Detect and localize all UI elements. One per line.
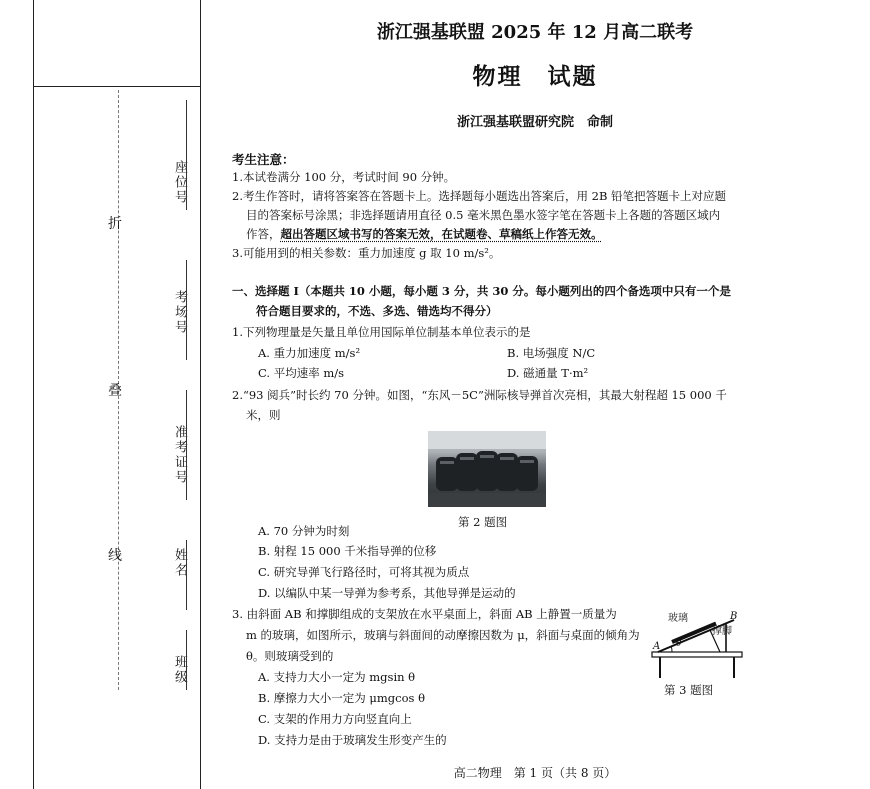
q2-stem-2: 米，则	[246, 408, 281, 422]
q3-label-theta: θ	[676, 639, 682, 649]
q3-option-b: B. 摩擦力大小一定为 μmgcos θ	[258, 691, 426, 705]
notice-line-1: 1.本试卷满分 100 分，考试时间 90 分钟。	[232, 170, 456, 184]
q3-stem-3: θ。则玻璃受到的	[246, 649, 334, 663]
q3-option-a: A. 支持力大小一定为 mgsin θ	[258, 670, 416, 684]
name-label: 姓名	[172, 548, 187, 578]
notice-line-5: 3.可能用到的相关参数：重力加速度 g 取 10 m/s²。	[232, 246, 501, 260]
class-label: 班级	[172, 655, 187, 685]
q2-caption: 第 2 题图	[458, 515, 508, 529]
q3-option-d: D. 支持力是由于玻璃发生形变产生的	[258, 733, 447, 747]
exam-title: 浙江强基联盟 2025 年 12 月高二联考	[376, 22, 694, 43]
q1-option-d: D. 磁通量 T·m²	[507, 366, 589, 380]
q3-caption: 第 3 题图	[664, 683, 714, 697]
author-line: 浙江强基联盟研究院 命制	[456, 115, 613, 130]
subject-title: 物理 试题	[472, 63, 598, 90]
exam-room-label: 考场号	[172, 290, 187, 335]
margin-border-left	[33, 0, 34, 789]
seat-number-field	[186, 100, 187, 210]
fold-char-2: 叠	[108, 383, 122, 399]
seat-number-label: 座位号	[172, 160, 187, 205]
notice-line-4	[246, 228, 603, 242]
notice-line-4-text: 作答，	[246, 227, 281, 241]
section-heading-1: 一、选择题 Ⅰ（本题共 10 小题，每小题 3 分，共 30 分。每小题列出的四个备选项中只有一个是	[232, 284, 731, 298]
q2-option-d: D. 以编队中某一导弹为参考系，其他导弹是运动的	[258, 586, 516, 600]
q2-option-a: A. 70 分钟为时刻	[258, 524, 350, 538]
fold-char-3: 线	[108, 548, 122, 564]
exam-room-field	[186, 260, 187, 360]
missile-parade-photo	[428, 431, 546, 507]
q3-stem-2: m 的玻璃，如图所示，玻璃与斜面间的动摩擦因数为 μ，斜面与桌面的倾角为	[246, 628, 640, 642]
missile-parade-illustration	[428, 431, 546, 507]
q3-label-glass: 玻璃	[668, 613, 688, 624]
q1-option-c: C. 平均速率 m/s	[258, 366, 345, 380]
ticket-number-label: 准考证号	[172, 425, 187, 485]
q1-option-b: B. 电场强度 N/C	[507, 346, 596, 360]
class-field	[186, 630, 187, 690]
notice-line-3: 目的答案标号涂黑；非选择题请用直径 0.5 毫米黑色墨水签字笔在答题卡上各题的答题区域内	[246, 208, 721, 222]
page-footer: 高二物理 第 1 页（共 8 页）	[453, 766, 617, 780]
ticket-number-field	[186, 390, 187, 500]
q2-option-c: C. 研究导弹飞行路径时，可将其视为质点	[258, 565, 470, 579]
notice-line-2: 2.考生作答时，请将答案答在答题卡上。选择题每小题选出答案后，用 2B 铅笔把答题卡上对应题	[232, 189, 727, 203]
q2-stem-1: 2.“93 阅兵”时长约 70 分钟。如图，“东风－5C”洲际核导弹首次亮相，其最大射程超 15 000 千	[232, 388, 727, 402]
section-heading-2: 符合题目要求的，不选、多选、错选均不得分）	[256, 304, 498, 318]
notice-heading: 考生注意：	[232, 152, 295, 167]
q3-label-b: B	[730, 611, 738, 622]
q3-label-a: A	[653, 641, 661, 652]
q3-stem-1: 3. 由斜面 AB 和撑脚组成的支架放在水平桌面上，斜面 AB 上静置一质量为	[232, 607, 617, 621]
q3-label-leg: 撑脚	[712, 626, 732, 637]
name-field	[186, 540, 187, 610]
fold-char-1: 折	[108, 216, 122, 232]
q1-option-a: A. 重力加速度 m/s²	[258, 346, 361, 360]
notice-emphasis: 超出答题区域书写的答案无效，在试题卷、草稿纸上作答无效。	[280, 227, 603, 241]
q3-option-c: C. 支架的作用力方向竖直向上	[258, 712, 412, 726]
margin-top-divider	[33, 86, 201, 87]
q1-stem: 1.下列物理量是矢量且单位用国际单位制基本单位表示的是	[232, 325, 531, 339]
q2-option-b: B. 射程 15 000 千米指导弹的位移	[258, 544, 437, 558]
